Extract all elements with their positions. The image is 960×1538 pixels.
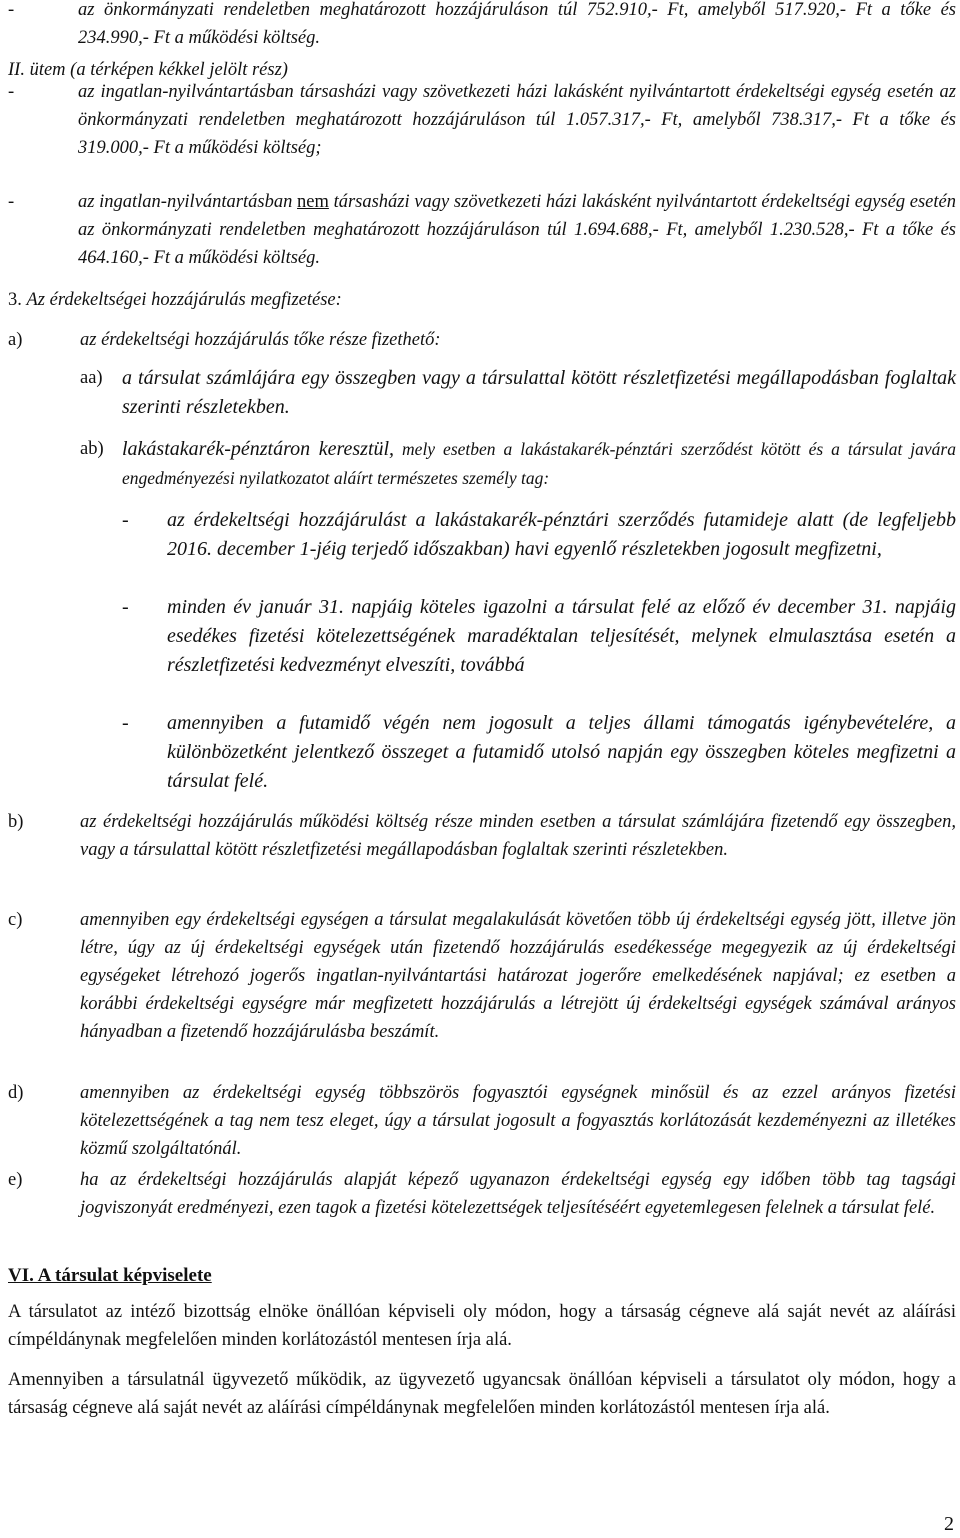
item-b-text: az érdekeltségi hozzájárulás működési költség része minden esetben a társulat számlájára fizetendő egy összegben, vagy a társulattal kötött részletfizetési megállapodásban foglaltak szerinti részletekben. — [80, 812, 956, 860]
item-ab — [80, 435, 956, 493]
item-aa-marker: aa) — [80, 368, 103, 388]
stage2-bullet-noncondo — [8, 188, 956, 272]
bullet-dash: - — [8, 82, 15, 102]
item-e-text: ha az érdekeltségi hozzájárulás alapját képező ugyanazon érdekeltségi egység egy időben több tag tagsági jogviszonyát eredményezi, ezen tagok a fizetési kötelezettségek teljesítéséért egyetemlegesen felelnek a társulat felé. — [80, 1170, 956, 1218]
section6-paragraph-2: Amennyiben a társulatnál ügyvezető működik, az ügyvezető ugyancsak önállóan képviseli a társulatot oly módon, hogy a társaság cégneve alá saját nevét az aláírási címpéldánynak megfelelően minden korlátozástól mentesen írja alá. — [8, 1370, 956, 1418]
item-a-text: az érdekeltségi hozzájárulás tőke része fizethető: — [80, 330, 441, 350]
stage2-bullet-condo — [8, 78, 956, 162]
cost-bullet-stage1 — [8, 0, 956, 52]
item-a — [8, 326, 956, 354]
item-ab-lead: lakástakarék-pénztáron keresztül, — [122, 438, 395, 460]
ab-bullet-2 — [122, 593, 956, 680]
bullet-dash: - — [8, 0, 15, 20]
item-c — [8, 906, 956, 1046]
item-ab-text — [122, 435, 956, 493]
section3-heading — [8, 286, 342, 314]
emphasis-nem: nem — [297, 192, 329, 212]
item-ab-marker: ab) — [80, 439, 104, 459]
item-aa-text: a társulat számlájára egy összegben vagy a társulattal kötött részletfizetési megállapodásban foglaltak szerinti részletekben. — [122, 367, 956, 418]
section6-title: VI. A társulat képviselete — [8, 1265, 212, 1286]
item-d-marker: d) — [8, 1083, 24, 1103]
ab-bullet-3 — [122, 709, 956, 796]
bullet-text-post: társasházi vagy szövetkezeti házi lakásként nyilvántartott érdekeltségi egység esetén az önkormányzati rendeletben meghatározott hozzájáruláson túl 1.694.688,- Ft, amelyből 1.230.528,- Ft a tőke és 464.160,- Ft a működési költség. — [78, 192, 956, 268]
item-aa — [80, 364, 956, 422]
section3-title: Az érdekeltségei hozzájárulás megfizetése: — [26, 290, 342, 310]
bullet-text: az önkormányzati rendeletben meghatározott hozzájáruláson túl 752.910,- Ft, amelyből 517.920,- Ft a tőke és 234.990,- Ft a működési költség. — [78, 0, 956, 48]
bullet-text: minden év január 31. napjáig köteles igazolni a társulat felé az előző év december 31. napjáig esedékes fizetési kötelezettségének maradéktalan teljesítését, melynek elmulasztása esetén a részletfizetési kedvezményt elveszíti, továbbá — [167, 596, 956, 676]
bullet-text: az érdekeltségi hozzájárulást a lakástakarék-pénztári szerződés futamideje alatt (de legfeljebb 2016. december 1-jéig terjedő időszakban) havi egyenlő részletekben jogosult megfizetni, — [167, 509, 956, 560]
item-e — [8, 1166, 956, 1222]
section6-paragraph-1: A társulatot az intéző bizottság elnöke önállóan képviseli oly módon, hogy a társaság cégneve alá saját nevét az aláírási címpéldánynak megfelelően minden korlátozástól mentesen írja alá. — [8, 1302, 956, 1350]
bullet-text-pre: az ingatlan-nyilvántartásban — [78, 192, 298, 212]
bullet-text: amennyiben a futamidő végén nem jogosult a teljes állami támogatás igénybevételére, a különbözetként jelentkező összeget a futamidő utolsó napján egy összegben köteles megfizetni a társulat felé. — [167, 712, 956, 792]
item-b-marker: b) — [8, 812, 24, 832]
item-a-marker: a) — [8, 330, 23, 350]
item-e-marker: e) — [8, 1170, 23, 1190]
stage2-heading: II. ütem (a térképen kékkel jelölt rész) — [8, 60, 288, 80]
bullet-dash: - — [122, 509, 129, 531]
item-d — [8, 1079, 956, 1163]
ab-bullet-1 — [122, 506, 956, 564]
page-number: 2 — [944, 1513, 954, 1535]
item-c-marker: c) — [8, 910, 23, 930]
bullet-text: az ingatlan-nyilvántartásban társasházi vagy szövetkezeti házi lakásként nyilvántartott érdekeltségi egység esetén az önkormányzati rendeletben meghatározott hozzájáruláson túl 1.057.317,- Ft, amelyből 738.317,- Ft a tőke és 319.000,- Ft a működési költség; — [78, 82, 956, 158]
bullet-text — [78, 188, 956, 272]
bullet-dash: - — [8, 192, 15, 212]
item-d-text: amennyiben az érdekeltségi egység többszörös fogyasztói egységnek minősül és az ezzel arányos fizetési kötelezettségének a tag nem tesz eleget, úgy a társulat jogosult a fogyasztás korlátozását kezdeményezni az illetékes közmű szolgáltatónál. — [80, 1083, 956, 1159]
item-ab-rest: mely esetben a lakástakarék-pénztári szerződést kötött és a társulat javára engedményezési nyilatkozatot aláírt természetes személy tag: — [122, 439, 956, 488]
item-c-text: amennyiben egy érdekeltségi egységen a társulat megalakulását követően több új érdekeltségi egység jött, illetve jön létre, úgy az új érdekeltségi egységek után fizetendő hozzájárulás esedékessége megegyezik az új érdekeltségi egységeket létrehozó jogerős ingatlan-nyilvántartási határozat jogerőre emelkedésének napjával; ez esetben a korábbi érdekeltségi egységre már megfizetett hozzájárulás a létrejött új érdekeltségi egységek számával arányos hányadban a fizetendő hozzájárulásba beszámít. — [80, 910, 956, 1042]
bullet-dash: - — [122, 596, 129, 618]
section3-number: 3. — [8, 290, 22, 310]
item-b — [8, 808, 956, 864]
bullet-dash: - — [122, 712, 129, 734]
